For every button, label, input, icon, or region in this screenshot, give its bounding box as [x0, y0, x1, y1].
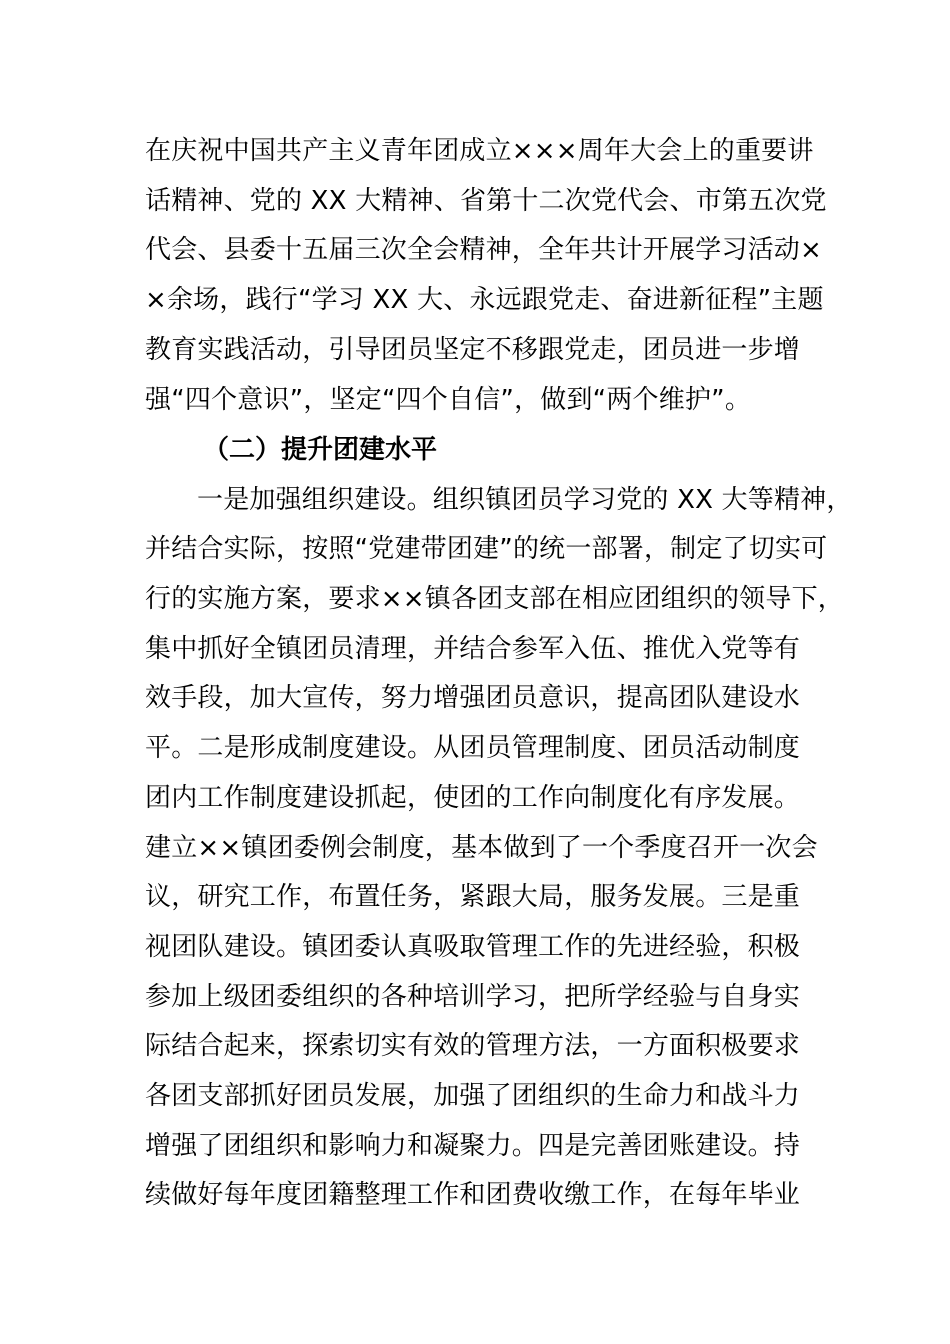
paragraph-line: 团内工作制度建设抓起，使团的工作向制度化有序发展。 — [145, 783, 801, 813]
section-heading: （二）提升团建水平 — [203, 435, 438, 465]
paragraph-line: 一是加强组织建设。组织镇团员学习党的 XX 大等精神， — [197, 485, 853, 515]
paragraph-line: 代会、县委十五届三次全会精神，全年共计开展学习活动× — [145, 235, 822, 265]
paragraph-line: 续做好每年度团籍整理工作和团费收缴工作，在每年毕业 — [145, 1180, 801, 1210]
paragraph-line: 际结合起来，探索切实有效的管理方法，一方面积极要求 — [145, 1031, 801, 1061]
paragraph-line: 参加上级团委组织的各种培训学习，把所学经验与自身实 — [145, 982, 801, 1012]
paragraph-line: 平。二是形成制度建设。从团员管理制度、团员活动制度 — [145, 733, 801, 763]
paragraph-line: 视团队建设。镇团委认真吸取管理工作的先进经验，积极 — [145, 932, 801, 962]
paragraph-line: 教育实践活动，引导团员坚定不移跟党走，团员进一步增 — [145, 335, 801, 365]
paragraph-line: 议，研究工作，布置任务，紧跟大局，服务发展。三是重 — [145, 882, 801, 912]
paragraph-line: 增强了团组织和影响力和凝聚力。四是完善团账建设。持 — [145, 1131, 801, 1161]
paragraph-line: 效手段，加大宣传，努力增强团员意识，提高团队建设水 — [145, 683, 801, 713]
paragraph-line: 建立××镇团委例会制度，基本做到了一个季度召开一次会 — [145, 833, 818, 863]
paragraph-line: ×余场，践行“学习 XX 大、永远跟党走、奋进新征程”主题 — [145, 285, 824, 315]
paragraph-line: 并结合实际，按照“党建带团建”的统一部署，制定了切实可 — [145, 534, 828, 564]
paragraph-line: 强“四个意识”，坚定“四个自信”，做到“两个维护”。 — [145, 385, 752, 415]
paragraph-line: 集中抓好全镇团员清理，并结合参军入伍、推优入党等有 — [145, 634, 801, 664]
paragraph-line: 行的实施方案，要求××镇各团支部在相应团组织的领导下， — [145, 584, 844, 614]
paragraph-line: 在庆祝中国共产主义青年团成立×××周年大会上的重要讲 — [145, 136, 814, 166]
paragraph-line: 各团支部抓好团员发展，加强了团组织的生命力和战斗力 — [145, 1081, 801, 1111]
paragraph-line: 话精神、党的 XX 大精神、省第十二次党代会、市第五次党 — [145, 186, 827, 216]
